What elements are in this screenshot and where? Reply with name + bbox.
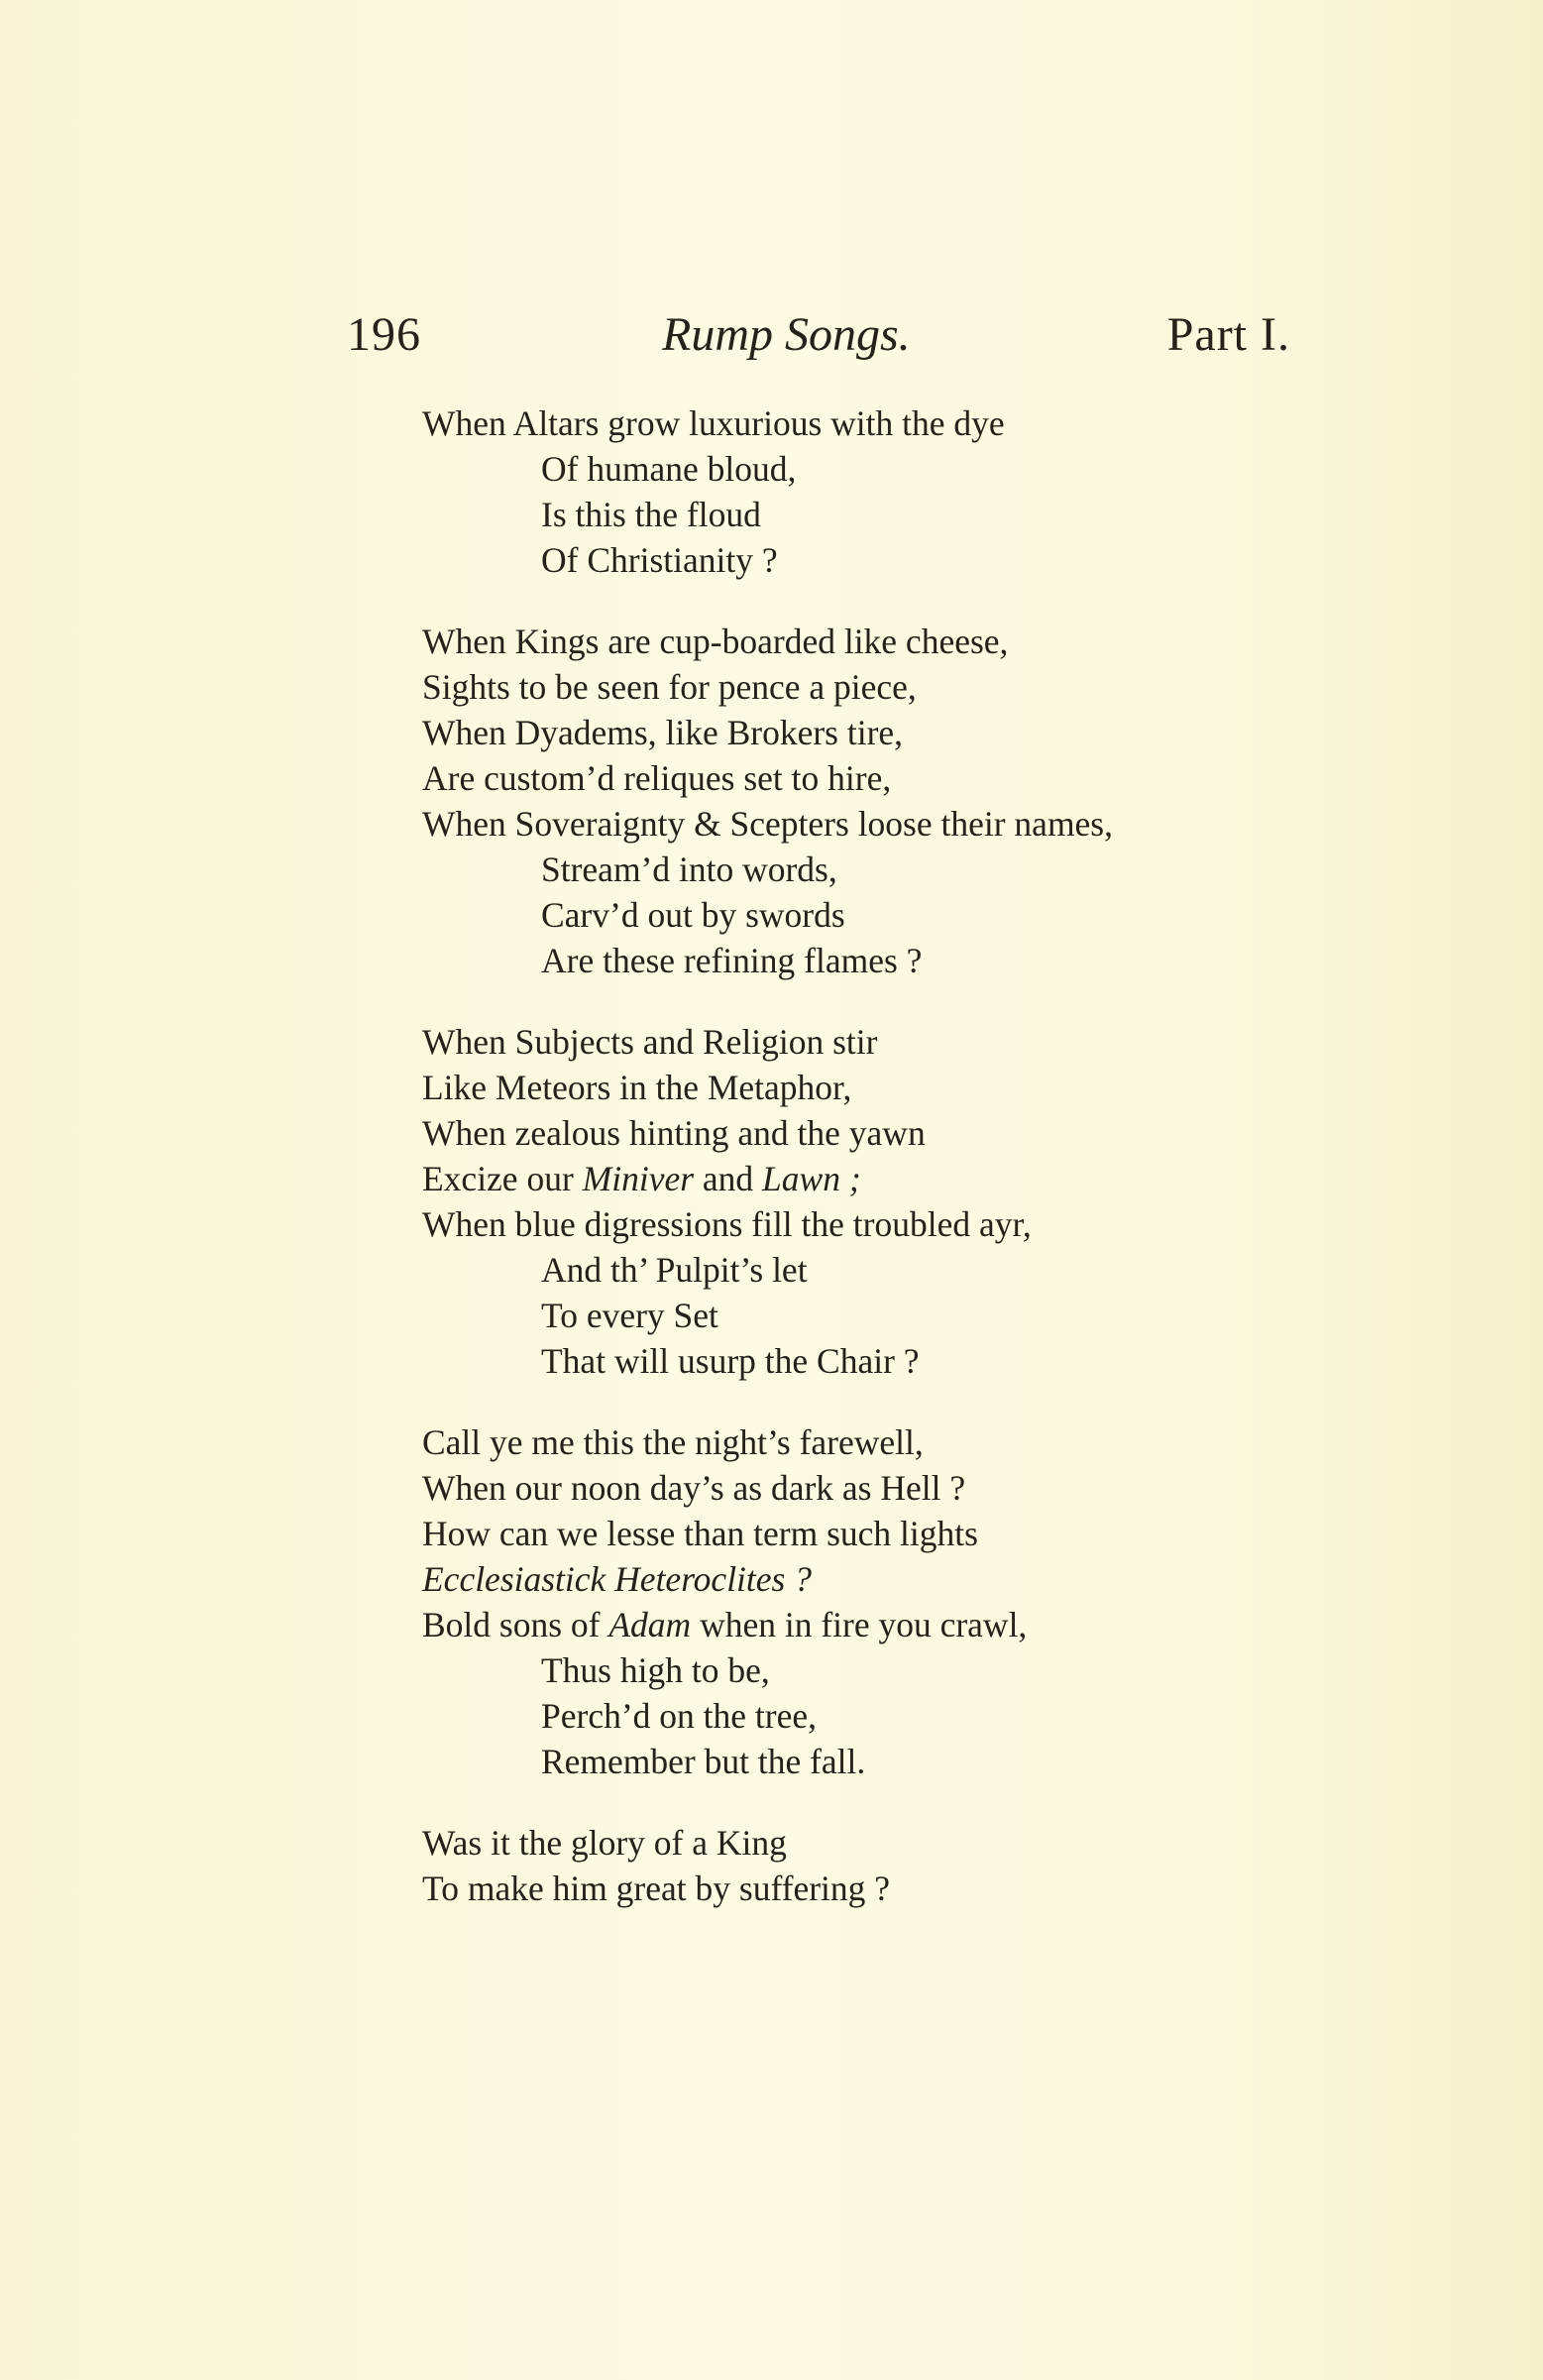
running-head	[347, 307, 1290, 387]
poem-line: How can we lesse than term such lights	[422, 1514, 978, 1553]
poem-line: Carv’d out by swords	[541, 895, 845, 935]
line-segment: when in fire you crawl,	[691, 1605, 1028, 1644]
poem-line: Thus high to be,	[541, 1650, 770, 1690]
poem-line: To every Set	[541, 1296, 718, 1335]
poem-line: When Altars grow luxurious with the dye	[422, 403, 1005, 443]
poem-line: And th’ Pulpit’s let	[541, 1250, 808, 1290]
poem-line: To make him great by suffering ?	[422, 1869, 891, 1908]
poem-line: Remember but the fall.	[541, 1742, 866, 1781]
poem-line: When Subjects and Religion stir	[422, 1022, 878, 1062]
poem-line: When blue digressions fill the troubled ayr,	[422, 1204, 1032, 1244]
poem-line: Of humane bloud,	[541, 449, 797, 489]
poem-line: When zealous hinting and the yawn	[422, 1113, 926, 1153]
poem-line: Sights to be seen for pence a piece,	[422, 667, 917, 707]
poem-line: Stream’d into words,	[541, 850, 837, 889]
poem-line: That will usurp the Chair ?	[541, 1341, 920, 1381]
poem-line: Is this the floud	[541, 495, 761, 534]
stanza-5	[422, 1820, 1314, 1911]
poem-line: When Dyadems, like Brokers tire,	[422, 713, 904, 752]
part-label: Part I.	[1166, 308, 1290, 361]
poem-line: When Kings are cup-boarded like cheese,	[422, 622, 1009, 661]
poem-line: Like Meteors in the Metaphor,	[422, 1068, 852, 1107]
poem-body	[422, 400, 1314, 1947]
stanza-1	[422, 400, 1314, 583]
poem-line: Are these refining flames ?	[541, 941, 923, 980]
italic-word-adam: Adam	[608, 1605, 692, 1644]
poem-line: Of Christianity ?	[541, 540, 778, 580]
italic-word-lawn: Lawn ;	[762, 1159, 861, 1198]
stanza-4	[422, 1419, 1314, 1784]
poem-line	[422, 1602, 1314, 1647]
italic-word-miniver: Miniver	[582, 1159, 695, 1198]
page-number: 196	[347, 308, 421, 361]
line-segment: Bold sons of	[422, 1605, 609, 1644]
poem-line	[422, 1156, 1314, 1201]
poem-line: Call ye me this the night’s farewell,	[422, 1422, 924, 1462]
line-segment: and	[694, 1159, 763, 1198]
stanza-2	[422, 619, 1314, 983]
stanza-3	[422, 1019, 1314, 1384]
poem-line: Are custom’d reliques set to hire,	[422, 758, 892, 798]
poem-line: When our noon day’s as dark as Hell ?	[422, 1468, 966, 1508]
poem-line: Was it the glory of a King	[422, 1823, 787, 1863]
poem-line: When Soveraignty & Scepters loose their names,	[422, 804, 1113, 844]
poem-line: Perch’d on the tree,	[541, 1696, 817, 1736]
poem-line-italic: Ecclesiastick Heteroclites ?	[422, 1559, 812, 1599]
line-segment: Excize our	[422, 1159, 583, 1198]
running-title: Rump Songs.	[662, 308, 911, 361]
